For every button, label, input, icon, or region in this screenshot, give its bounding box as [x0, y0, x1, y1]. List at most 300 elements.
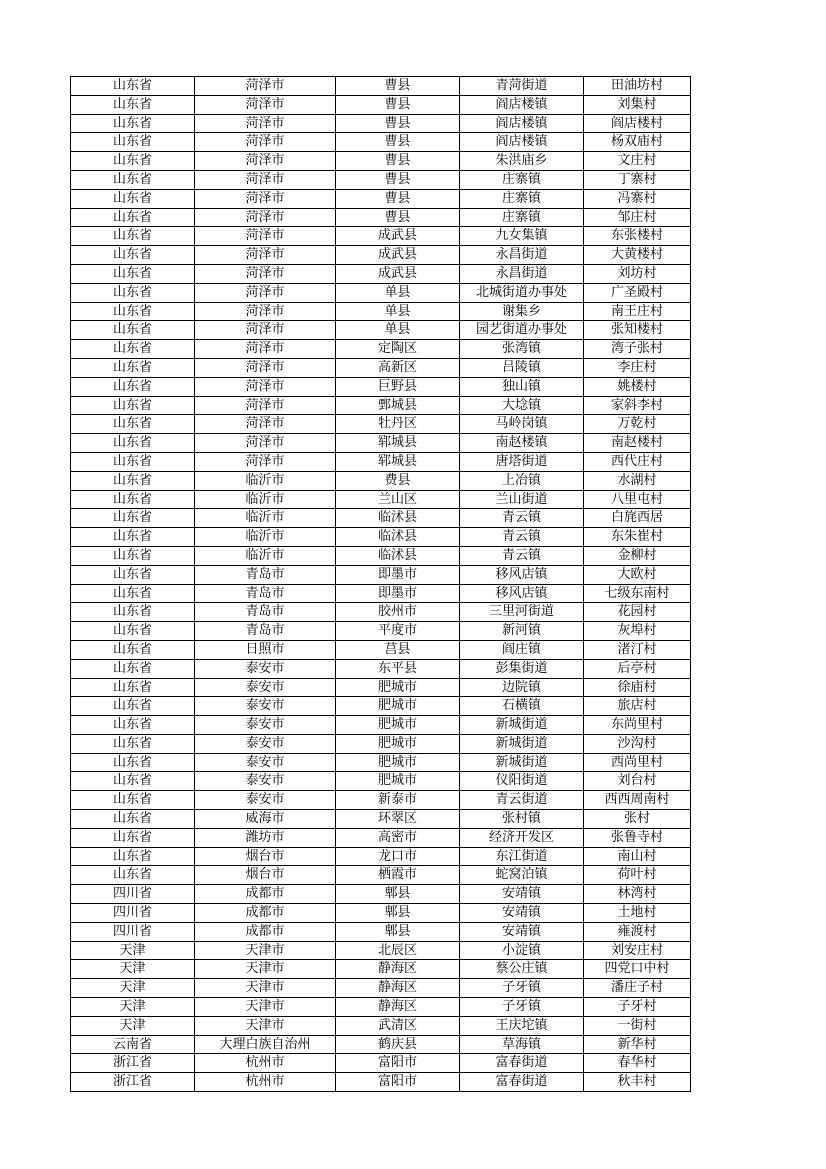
city-cell: 菏泽市: [195, 283, 336, 302]
city-cell: 菏泽市: [195, 189, 336, 208]
village-cell: 文庄村: [584, 152, 691, 171]
county-cell: 巨野县: [336, 377, 460, 396]
town-cell: 青云镇: [460, 509, 584, 528]
county-cell: 肥城市: [336, 753, 460, 772]
village-cell: 广圣殿村: [584, 283, 691, 302]
city-cell: 泰安市: [195, 753, 336, 772]
village-cell: 刘安庄村: [584, 941, 691, 960]
county-cell: 栖霞市: [336, 866, 460, 885]
city-cell: 菏泽市: [195, 358, 336, 377]
table-row: [71, 960, 691, 979]
county-cell: 新泰市: [336, 791, 460, 810]
county-cell: 曹县: [336, 95, 460, 114]
table-row: [71, 283, 691, 302]
province-cell: 山东省: [71, 659, 195, 678]
village-cell: 张鲁寺村: [584, 828, 691, 847]
province-cell: 四川省: [71, 885, 195, 904]
county-cell: 曹县: [336, 77, 460, 96]
county-cell: 高密市: [336, 828, 460, 847]
province-cell: 山东省: [71, 828, 195, 847]
city-cell: 泰安市: [195, 697, 336, 716]
county-cell: 胶州市: [336, 603, 460, 622]
county-cell: 成武县: [336, 264, 460, 283]
city-cell: 天津市: [195, 960, 336, 979]
village-cell: 新华村: [584, 1035, 691, 1054]
province-cell: 天津: [71, 960, 195, 979]
city-cell: 菏泽市: [195, 302, 336, 321]
town-cell: 唐塔街道: [460, 452, 584, 471]
province-cell: 山东省: [71, 471, 195, 490]
table-row: [71, 528, 691, 547]
county-cell: 定陶区: [336, 340, 460, 359]
table-row: [71, 847, 691, 866]
province-cell: 山东省: [71, 114, 195, 133]
province-cell: 山东省: [71, 565, 195, 584]
province-cell: 山东省: [71, 791, 195, 810]
village-cell: 大黄楼村: [584, 246, 691, 265]
city-cell: 烟台市: [195, 866, 336, 885]
village-cell: 西西周南村: [584, 791, 691, 810]
village-cell: 水湖村: [584, 471, 691, 490]
province-cell: 山东省: [71, 208, 195, 227]
village-cell: 西代庄村: [584, 452, 691, 471]
county-cell: 环翠区: [336, 810, 460, 829]
town-cell: 张村镇: [460, 810, 584, 829]
town-cell: 青云镇: [460, 546, 584, 565]
town-cell: 彭集街道: [460, 659, 584, 678]
city-cell: 菏泽市: [195, 415, 336, 434]
city-cell: 烟台市: [195, 847, 336, 866]
city-cell: 泰安市: [195, 678, 336, 697]
province-cell: 山东省: [71, 810, 195, 829]
village-cell: 一街村: [584, 1016, 691, 1035]
table-row: [71, 603, 691, 622]
table-row: [71, 208, 691, 227]
village-cell: 田油坊村: [584, 77, 691, 96]
province-cell: 山东省: [71, 434, 195, 453]
city-cell: 日照市: [195, 640, 336, 659]
town-cell: 仪阳街道: [460, 772, 584, 791]
table-row: [71, 358, 691, 377]
city-cell: 泰安市: [195, 716, 336, 735]
town-cell: 移风店镇: [460, 565, 584, 584]
town-cell: 张湾镇: [460, 340, 584, 359]
village-cell: 七级东南村: [584, 584, 691, 603]
village-cell: 刘集村: [584, 95, 691, 114]
county-cell: 郫县: [336, 904, 460, 923]
province-cell: 山东省: [71, 321, 195, 340]
county-cell: 曹县: [336, 152, 460, 171]
town-cell: 兰山街道: [460, 490, 584, 509]
village-cell: 李庄村: [584, 358, 691, 377]
province-cell: 山东省: [71, 77, 195, 96]
table-row: [71, 452, 691, 471]
town-cell: 富春街道: [460, 1073, 584, 1092]
city-cell: 菏泽市: [195, 133, 336, 152]
town-cell: 九女集镇: [460, 227, 584, 246]
province-cell: 浙江省: [71, 1073, 195, 1092]
table-row: [71, 396, 691, 415]
county-cell: 曹县: [336, 170, 460, 189]
county-cell: 单县: [336, 321, 460, 340]
city-cell: 成都市: [195, 904, 336, 923]
county-cell: 成武县: [336, 246, 460, 265]
village-cell: 南赵楼村: [584, 434, 691, 453]
county-cell: 北辰区: [336, 941, 460, 960]
table-row: [71, 772, 691, 791]
table-body: [71, 77, 691, 1092]
city-cell: 泰安市: [195, 659, 336, 678]
province-cell: 山东省: [71, 189, 195, 208]
village-cell: 张知楼村: [584, 321, 691, 340]
village-cell: 渚汀村: [584, 640, 691, 659]
table-row: [71, 1035, 691, 1054]
table-row: [71, 471, 691, 490]
village-cell: 雍渡村: [584, 922, 691, 941]
province-cell: 山东省: [71, 452, 195, 471]
data-table: [70, 76, 691, 1092]
county-cell: 曹县: [336, 208, 460, 227]
county-cell: 武清区: [336, 1016, 460, 1035]
county-cell: 鹤庆县: [336, 1035, 460, 1054]
town-cell: 新城街道: [460, 716, 584, 735]
table-row: [71, 377, 691, 396]
city-cell: 菏泽市: [195, 452, 336, 471]
city-cell: 青岛市: [195, 622, 336, 641]
village-cell: 邹庄村: [584, 208, 691, 227]
village-cell: 湾子张村: [584, 340, 691, 359]
town-cell: 边院镇: [460, 678, 584, 697]
table-row: [71, 302, 691, 321]
town-cell: 庄寨镇: [460, 170, 584, 189]
province-cell: 山东省: [71, 697, 195, 716]
table-row: [71, 546, 691, 565]
town-cell: 大埝镇: [460, 396, 584, 415]
city-cell: 菏泽市: [195, 95, 336, 114]
village-cell: 潘庄子村: [584, 979, 691, 998]
province-cell: 山东省: [71, 546, 195, 565]
county-cell: 富阳市: [336, 1054, 460, 1073]
village-cell: 刘台村: [584, 772, 691, 791]
county-cell: 单县: [336, 302, 460, 321]
county-cell: 平度市: [336, 622, 460, 641]
table-row: [71, 640, 691, 659]
town-cell: 独山镇: [460, 377, 584, 396]
town-cell: 庄寨镇: [460, 189, 584, 208]
province-cell: 山东省: [71, 95, 195, 114]
town-cell: 北城街道办事处: [460, 283, 584, 302]
town-cell: 南赵楼镇: [460, 434, 584, 453]
province-cell: 山东省: [71, 302, 195, 321]
table-row: [71, 434, 691, 453]
city-cell: 临沂市: [195, 546, 336, 565]
town-cell: 王庆坨镇: [460, 1016, 584, 1035]
city-cell: 泰安市: [195, 791, 336, 810]
table-row: [71, 828, 691, 847]
table-row: [71, 189, 691, 208]
table-row: [71, 716, 691, 735]
city-cell: 菏泽市: [195, 208, 336, 227]
county-cell: 曹县: [336, 133, 460, 152]
province-cell: 山东省: [71, 734, 195, 753]
province-cell: 浙江省: [71, 1054, 195, 1073]
village-cell: 花园村: [584, 603, 691, 622]
county-cell: 静海区: [336, 979, 460, 998]
town-cell: 小淀镇: [460, 941, 584, 960]
table-row: [71, 77, 691, 96]
table-row: [71, 697, 691, 716]
province-cell: 山东省: [71, 283, 195, 302]
province-cell: 山东省: [71, 678, 195, 697]
county-cell: 静海区: [336, 960, 460, 979]
town-cell: 上冶镇: [460, 471, 584, 490]
table-row: [71, 885, 691, 904]
county-cell: 肥城市: [336, 734, 460, 753]
county-cell: 静海区: [336, 998, 460, 1017]
town-cell: 安靖镇: [460, 885, 584, 904]
village-cell: 西尚里村: [584, 753, 691, 772]
town-cell: 移风店镇: [460, 584, 584, 603]
table-row: [71, 979, 691, 998]
town-cell: 石横镇: [460, 697, 584, 716]
village-cell: 万乾村: [584, 415, 691, 434]
town-cell: 青云镇: [460, 528, 584, 547]
village-cell: 南山村: [584, 847, 691, 866]
county-cell: 龙口市: [336, 847, 460, 866]
province-cell: 山东省: [71, 358, 195, 377]
town-cell: 安靖镇: [460, 922, 584, 941]
village-cell: 春华村: [584, 1054, 691, 1073]
province-cell: 山东省: [71, 170, 195, 189]
town-cell: 阎店楼镇: [460, 114, 584, 133]
province-cell: 山东省: [71, 227, 195, 246]
village-cell: 冯寨村: [584, 189, 691, 208]
table-row: [71, 340, 691, 359]
town-cell: 子牙镇: [460, 998, 584, 1017]
table-row: [71, 866, 691, 885]
province-cell: 山东省: [71, 396, 195, 415]
table-row: [71, 246, 691, 265]
town-cell: 永昌街道: [460, 246, 584, 265]
county-cell: 兰山区: [336, 490, 460, 509]
county-cell: 郓城县: [336, 434, 460, 453]
city-cell: 大理白族自治州: [195, 1035, 336, 1054]
city-cell: 菏泽市: [195, 170, 336, 189]
village-cell: 家斜李村: [584, 396, 691, 415]
table-row: [71, 678, 691, 697]
town-cell: 新城街道: [460, 753, 584, 772]
county-cell: 单县: [336, 283, 460, 302]
village-cell: 东朱崔村: [584, 528, 691, 547]
city-cell: 菏泽市: [195, 377, 336, 396]
county-cell: 肥城市: [336, 678, 460, 697]
table-row: [71, 264, 691, 283]
city-cell: 菏泽市: [195, 340, 336, 359]
village-cell: 东张楼村: [584, 227, 691, 246]
county-cell: 富阳市: [336, 1073, 460, 1092]
table-row: [71, 133, 691, 152]
table-row: [71, 509, 691, 528]
table-row: [71, 415, 691, 434]
village-cell: 杨双庙村: [584, 133, 691, 152]
table-row: [71, 227, 691, 246]
province-cell: 云南省: [71, 1035, 195, 1054]
city-cell: 菏泽市: [195, 77, 336, 96]
city-cell: 成都市: [195, 922, 336, 941]
village-cell: 丁寨村: [584, 170, 691, 189]
province-cell: 山东省: [71, 753, 195, 772]
city-cell: 菏泽市: [195, 396, 336, 415]
table-row: [71, 170, 691, 189]
table-row: [71, 659, 691, 678]
city-cell: 杭州市: [195, 1073, 336, 1092]
province-cell: 天津: [71, 1016, 195, 1035]
table-row: [71, 321, 691, 340]
town-cell: 园艺街道办事处: [460, 321, 584, 340]
village-cell: 阎店楼村: [584, 114, 691, 133]
village-cell: 沙沟村: [584, 734, 691, 753]
town-cell: 富春街道: [460, 1054, 584, 1073]
county-cell: 即墨市: [336, 584, 460, 603]
town-cell: 永昌街道: [460, 264, 584, 283]
town-cell: 子牙镇: [460, 979, 584, 998]
town-cell: 青菏街道: [460, 77, 584, 96]
county-cell: 郫县: [336, 885, 460, 904]
province-cell: 山东省: [71, 847, 195, 866]
city-cell: 天津市: [195, 1016, 336, 1035]
province-cell: 山东省: [71, 528, 195, 547]
town-cell: 阎店楼镇: [460, 133, 584, 152]
town-cell: 蔡公庄镇: [460, 960, 584, 979]
county-cell: 肥城市: [336, 697, 460, 716]
town-cell: 吕陵镇: [460, 358, 584, 377]
city-cell: 临沂市: [195, 509, 336, 528]
county-cell: 曹县: [336, 189, 460, 208]
province-cell: 天津: [71, 979, 195, 998]
province-cell: 山东省: [71, 866, 195, 885]
town-cell: 草海镇: [460, 1035, 584, 1054]
village-cell: 姚楼村: [584, 377, 691, 396]
city-cell: 临沂市: [195, 471, 336, 490]
town-cell: 新城街道: [460, 734, 584, 753]
town-cell: 阎庄镇: [460, 640, 584, 659]
province-cell: 山东省: [71, 264, 195, 283]
table-row: [71, 152, 691, 171]
village-cell: 八里屯村: [584, 490, 691, 509]
city-cell: 菏泽市: [195, 227, 336, 246]
town-cell: 三里河街道: [460, 603, 584, 622]
city-cell: 天津市: [195, 998, 336, 1017]
table-row: [71, 95, 691, 114]
province-cell: 天津: [71, 941, 195, 960]
province-cell: 山东省: [71, 490, 195, 509]
table-row: [71, 791, 691, 810]
county-cell: 肥城市: [336, 716, 460, 735]
town-cell: 谢集乡: [460, 302, 584, 321]
village-cell: 南王庄村: [584, 302, 691, 321]
town-cell: 新河镇: [460, 622, 584, 641]
city-cell: 天津市: [195, 941, 336, 960]
table-row: [71, 584, 691, 603]
province-cell: 山东省: [71, 133, 195, 152]
village-cell: 后亭村: [584, 659, 691, 678]
county-cell: 临沭县: [336, 546, 460, 565]
province-cell: 山东省: [71, 640, 195, 659]
village-cell: 金柳村: [584, 546, 691, 565]
village-cell: 徐庙村: [584, 678, 691, 697]
table-row: [71, 998, 691, 1017]
county-cell: 即墨市: [336, 565, 460, 584]
province-cell: 山东省: [71, 415, 195, 434]
city-cell: 青岛市: [195, 603, 336, 622]
province-cell: 山东省: [71, 340, 195, 359]
province-cell: 天津: [71, 998, 195, 1017]
city-cell: 菏泽市: [195, 152, 336, 171]
county-cell: 肥城市: [336, 772, 460, 791]
city-cell: 天津市: [195, 979, 336, 998]
county-cell: 高新区: [336, 358, 460, 377]
city-cell: 杭州市: [195, 1054, 336, 1073]
city-cell: 威海市: [195, 810, 336, 829]
town-cell: 青云街道: [460, 791, 584, 810]
village-cell: 张村: [584, 810, 691, 829]
city-cell: 临沂市: [195, 528, 336, 547]
city-cell: 潍坊市: [195, 828, 336, 847]
village-cell: 荷叶村: [584, 866, 691, 885]
village-cell: 灰埠村: [584, 622, 691, 641]
town-cell: 蛇窝泊镇: [460, 866, 584, 885]
county-cell: 鄄城县: [336, 396, 460, 415]
county-cell: 郫县: [336, 922, 460, 941]
province-cell: 四川省: [71, 904, 195, 923]
province-cell: 山东省: [71, 152, 195, 171]
table-row: [71, 1016, 691, 1035]
province-cell: 山东省: [71, 716, 195, 735]
table-row: [71, 114, 691, 133]
province-cell: 山东省: [71, 584, 195, 603]
city-cell: 菏泽市: [195, 114, 336, 133]
county-cell: 郓城县: [336, 452, 460, 471]
county-cell: 费县: [336, 471, 460, 490]
table-row: [71, 1073, 691, 1092]
village-cell: 四党口中村: [584, 960, 691, 979]
province-cell: 山东省: [71, 246, 195, 265]
table-row: [71, 904, 691, 923]
town-cell: 阎店楼镇: [460, 95, 584, 114]
town-cell: 马岭岗镇: [460, 415, 584, 434]
province-cell: 山东省: [71, 603, 195, 622]
city-cell: 菏泽市: [195, 264, 336, 283]
province-cell: 山东省: [71, 772, 195, 791]
city-cell: 青岛市: [195, 565, 336, 584]
village-cell: 林湾村: [584, 885, 691, 904]
village-cell: 刘坊村: [584, 264, 691, 283]
table-row: [71, 941, 691, 960]
table-row: [71, 810, 691, 829]
county-cell: 曹县: [336, 114, 460, 133]
city-cell: 菏泽市: [195, 434, 336, 453]
table-row: [71, 753, 691, 772]
city-cell: 青岛市: [195, 584, 336, 603]
county-cell: 牡丹区: [336, 415, 460, 434]
table-row: [71, 565, 691, 584]
city-cell: 泰安市: [195, 734, 336, 753]
city-cell: 菏泽市: [195, 321, 336, 340]
province-cell: 山东省: [71, 509, 195, 528]
village-cell: 土地村: [584, 904, 691, 923]
city-cell: 临沂市: [195, 490, 336, 509]
town-cell: 经济开发区: [460, 828, 584, 847]
